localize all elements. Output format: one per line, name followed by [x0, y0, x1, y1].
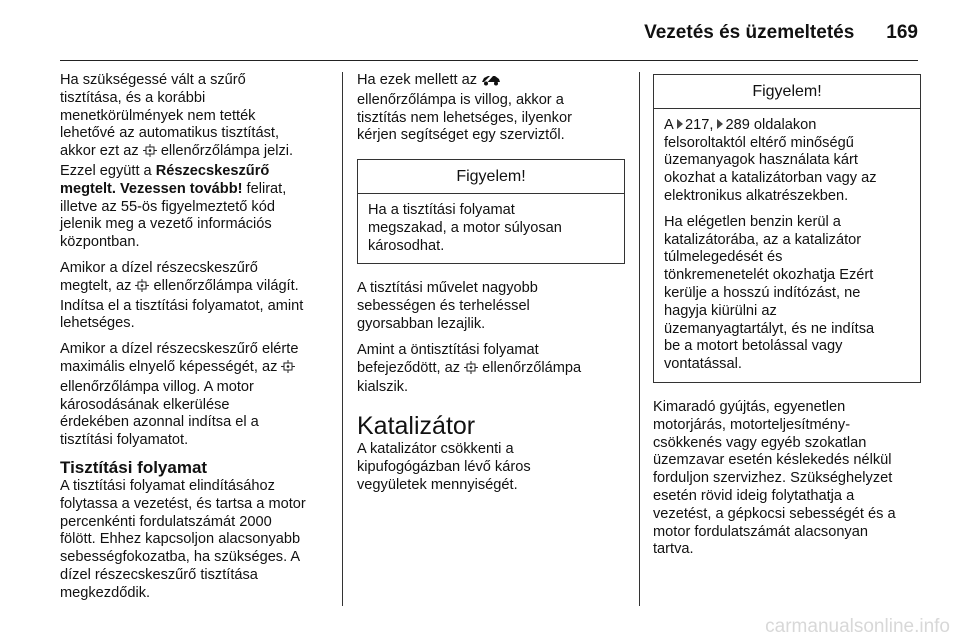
- text-line: tönkremenetelét okozhatja Ezért: [664, 267, 874, 284]
- text-line: Kimaradó gyújtás, egyenetlen: [653, 398, 846, 415]
- text-line: [357, 72, 625, 92]
- text-line: elektronikus alkatrészekben.: [664, 187, 849, 204]
- text-span: ellenőrzőlámpa: [482, 359, 582, 376]
- service-vehicle-icon: [481, 73, 501, 92]
- text-line: hagyja kiürülni az: [664, 302, 777, 319]
- page-number: 169: [886, 22, 918, 43]
- text-line: felsoroltaktól eltérő minőségű: [664, 134, 854, 151]
- text-span: megtelt, az: [60, 277, 132, 294]
- text-span: ellenőrzőlámpa világít.: [153, 277, 299, 294]
- dpf-warning-icon: [135, 279, 149, 298]
- paragraph: [357, 342, 625, 397]
- text-line: Ha szükségessé vált a szűrő: [60, 72, 246, 88]
- text-line: katalizátorába, az a katalizátor: [664, 231, 862, 248]
- text-line: lehetséges.: [60, 315, 135, 332]
- warning-box: [653, 74, 921, 383]
- text-line: motor fordulatszámát alacsonyan: [653, 523, 868, 540]
- text-line: vontatással.: [664, 356, 742, 373]
- text-line: üzemanyagtartályt, és ne indítsa: [664, 320, 875, 337]
- text-line: Ha a tisztítási folyamat: [368, 201, 515, 218]
- dpf-warning-icon: [281, 360, 295, 379]
- text-line: sebességfokozatba, ha szükséges. A: [60, 549, 301, 566]
- text-line: kipufogógázban lévő káros: [357, 458, 531, 475]
- text-line: gyorsabban lezajlik.: [357, 315, 486, 332]
- paragraph: [357, 72, 625, 145]
- text-span: Ezzel együtt a: [60, 162, 152, 179]
- warning-title: Figyelem!: [358, 160, 624, 194]
- text-line: lehetővé az automatikus tisztítást,: [60, 125, 280, 142]
- paragraph: [653, 399, 921, 559]
- text-line: dízel részecskeszűrő tisztítása: [60, 566, 258, 583]
- message-text: megtelt. Vezessen tovább!: [60, 180, 243, 197]
- text-line: tartva.: [653, 541, 694, 558]
- text-line: motorjárás, motorteljesítmény-: [653, 416, 851, 433]
- text-line: forduljon szervizhez. Szükséghelyzet: [653, 470, 893, 487]
- page-reference-arrow-icon: [677, 119, 683, 129]
- warning-body: [358, 194, 624, 263]
- column-2: [357, 72, 625, 503]
- text-line: fölött. Ehhez kapcsoljon alacsonyabb: [60, 531, 301, 548]
- text-line: A katalizátor csökkenti a: [357, 441, 514, 458]
- text-line: Amint a öntisztítási folyamat: [357, 341, 539, 358]
- warning-title: Figyelem!: [654, 75, 920, 109]
- text-line: esetén rövid ideig folytathatja a: [653, 487, 855, 504]
- text-line: folytassa a vezetést, és tartsa a motor: [60, 495, 306, 512]
- text-span: akkor ezt az: [60, 143, 139, 160]
- text-line: üzemzavar esetén késlekedés nélkül: [653, 452, 892, 469]
- text-line: [664, 117, 910, 135]
- text-line: csökkenés vagy egyéb szokatlan: [653, 434, 867, 451]
- text-span: ellenőrzőlámpa jelzi.: [160, 143, 294, 160]
- watermark: carmanualsonline.info: [765, 616, 950, 637]
- warning-body: [654, 109, 920, 382]
- section-heading: Katalizátor: [357, 412, 476, 441]
- text-line: kialszik.: [357, 379, 409, 396]
- paragraph: [60, 260, 328, 333]
- paragraph: [357, 441, 625, 494]
- text-span: felirat,: [246, 180, 287, 197]
- column-1: [60, 72, 328, 611]
- text-line: vegyületek mennyiségét.: [357, 476, 518, 493]
- text-line: tisztítása, és a korábbi: [60, 89, 206, 106]
- text-line: A tisztítási folyamat elindításához: [60, 477, 275, 494]
- text-line: Indítsa el a tisztítási folyamatot, amint: [60, 297, 304, 314]
- text-line: károsodásának elkerülése: [60, 396, 230, 413]
- paragraph: [60, 341, 328, 450]
- page-reference[interactable]: 289 oldalakon: [725, 116, 817, 133]
- text-line: Amikor a dízel részecskeszűrő: [60, 259, 258, 276]
- text-line: [60, 359, 328, 379]
- text-line: [357, 360, 625, 380]
- text-line: [60, 278, 328, 298]
- message-text: Részecskeszűrő: [155, 162, 270, 179]
- text-span: A: [664, 116, 673, 133]
- column-divider-1: [342, 72, 343, 606]
- paragraph: [60, 72, 328, 252]
- paragraph: [60, 478, 328, 603]
- page-header: [60, 18, 918, 48]
- text-line: érdekében azonnal indítsa el a: [60, 414, 259, 431]
- page-title: Vezetés és üzemeltetés: [644, 22, 855, 43]
- text-line: ellenőrzőlámpa is villog, akkor a: [357, 91, 564, 108]
- header-divider: [60, 60, 918, 61]
- text-line: üzemanyagok használata kárt: [664, 152, 858, 169]
- text-line: A tisztítási művelet nagyobb: [357, 280, 538, 297]
- text-line: Amikor a dízel részecskeszűrő elérte: [60, 341, 299, 358]
- page-reference[interactable]: 217,: [685, 116, 714, 133]
- paragraph: [664, 117, 910, 206]
- column-3: [653, 72, 921, 567]
- text-line: károsodhat.: [368, 237, 445, 254]
- text-span: befejeződött, az: [357, 359, 461, 376]
- dpf-warning-icon: [143, 144, 157, 163]
- text-line: ellenőrzőlámpa villog. A motor: [60, 378, 254, 395]
- text-line: [60, 181, 328, 199]
- text-line: sebességen és terheléssel: [357, 298, 530, 315]
- text-line: vezetést, a gépkocsi sebességét és a: [653, 505, 896, 522]
- text-line: be a motort betolással vagy: [664, 338, 843, 355]
- dpf-warning-icon: [464, 361, 478, 380]
- text-line: [60, 143, 328, 163]
- text-line: tisztítási folyamatot.: [60, 432, 189, 449]
- text-line: [60, 163, 328, 181]
- text-line: központban.: [60, 234, 140, 251]
- warning-box: [357, 159, 625, 264]
- text-span: maximális elnyelő képességét, az: [60, 358, 278, 375]
- text-line: kérjen segítséget egy szerviztől.: [357, 127, 565, 144]
- text-line: Ha elégetlen benzin kerül a: [664, 213, 841, 230]
- column-divider-2: [639, 72, 640, 606]
- paragraph: [664, 214, 910, 374]
- section-heading: Tisztítási folyamat: [60, 457, 208, 477]
- text-line: túlmelegedését és: [664, 249, 783, 266]
- text-line: menetkörülmények nem tették: [60, 107, 256, 124]
- text-line: percenkénti fordulatszámát 2000: [60, 513, 272, 530]
- paragraph: [368, 202, 614, 255]
- text-line: illetve az 55-ös figyelmeztető kód: [60, 198, 275, 215]
- page-reference-arrow-icon: [717, 119, 723, 129]
- text-line: megkezdődik.: [60, 584, 151, 601]
- text-line: kerülje a hosszú indítózást, ne: [664, 284, 861, 301]
- text-line: okozhat a katalizátorban vagy az: [664, 170, 877, 187]
- paragraph: [357, 280, 625, 333]
- text-line: megszakad, a motor súlyosan: [368, 219, 562, 236]
- text-line: tisztítás nem lehetséges, ilyenkor: [357, 109, 572, 126]
- text-span: Ha ezek mellett az: [357, 72, 478, 88]
- text-line: jelenik meg a vezető információs: [60, 216, 272, 233]
